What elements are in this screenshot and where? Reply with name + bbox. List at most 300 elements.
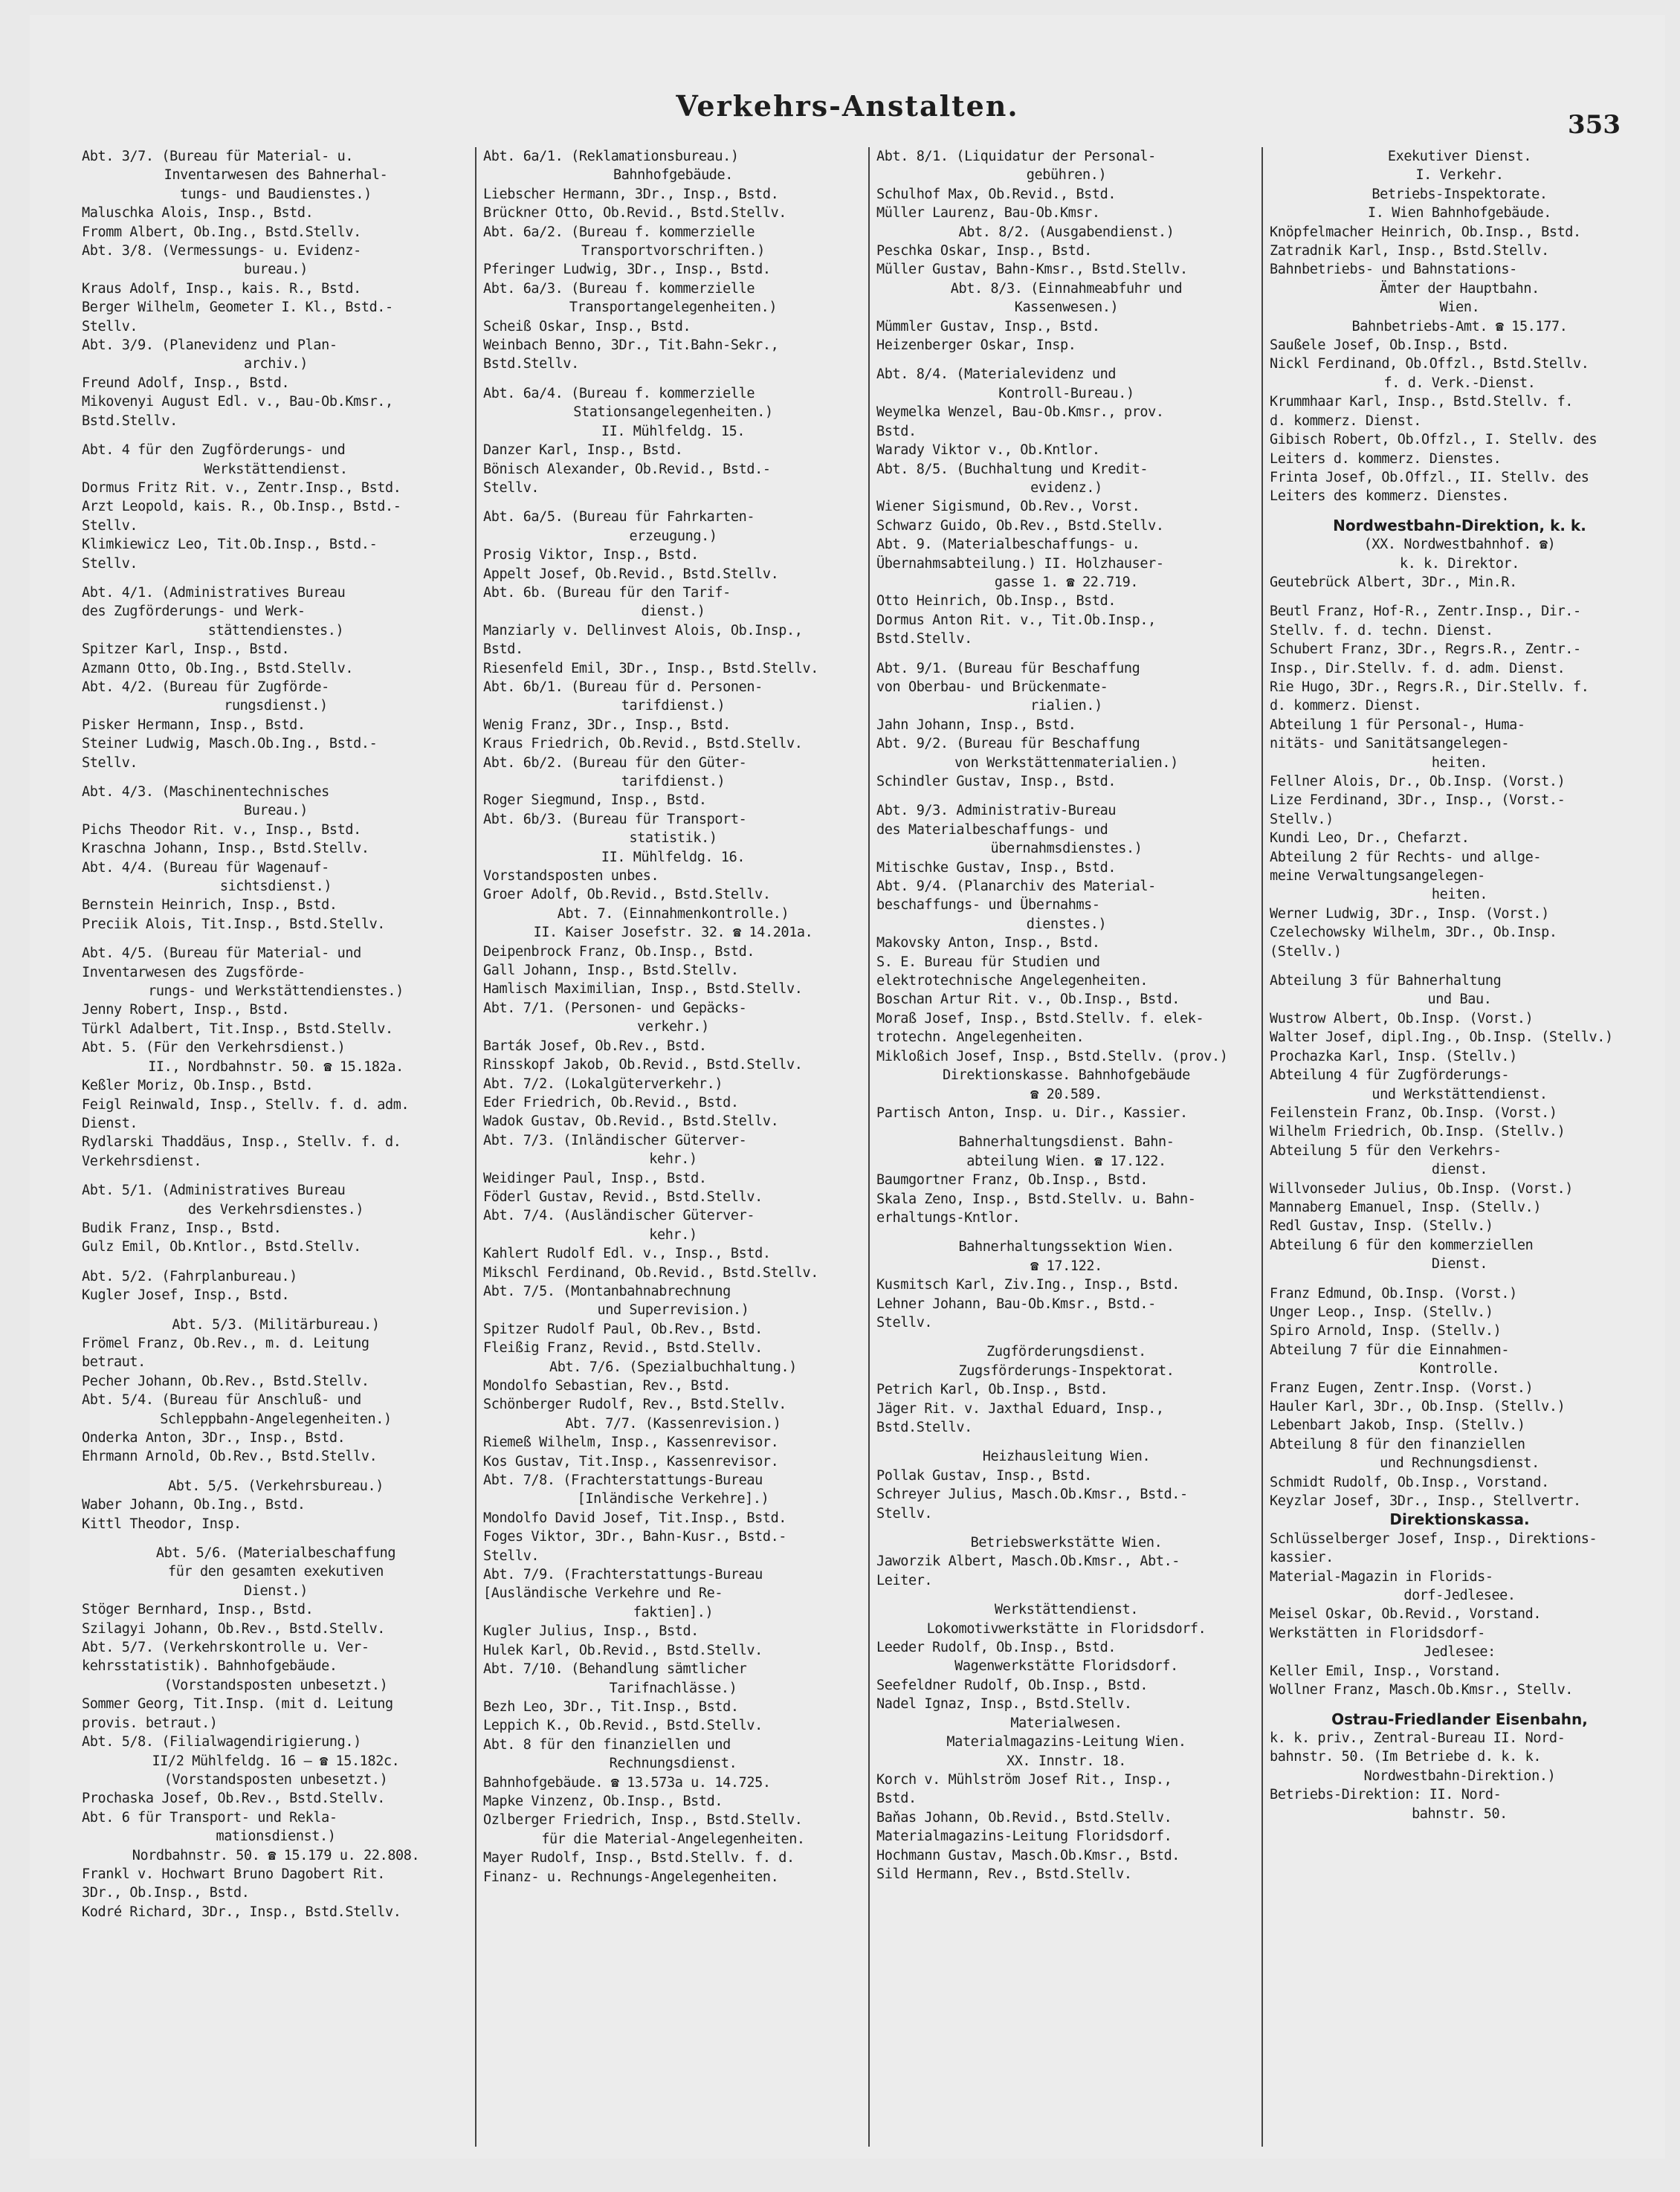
directory-line: Franz Edmund, Ob.Insp. (Vorst.) bbox=[1270, 1285, 1517, 1302]
directory-line: Wien. bbox=[1439, 300, 1480, 316]
directory-line: Dormus Fritz Rit. v., Zentr.Insp., Bstd. bbox=[82, 479, 401, 496]
directory-line: Abt. 8 für den finanziellen und bbox=[483, 1736, 731, 1753]
directory-line: Jahn Johann, Insp., Bstd. bbox=[876, 717, 1076, 733]
directory-line: Mapke Vinzenz, Ob.Insp., Bstd. bbox=[483, 1793, 723, 1809]
directory-line: Dienst.) bbox=[244, 1582, 308, 1599]
directory-line: Pferinger Ludwig, 3Dr., Insp., Bstd. bbox=[483, 262, 771, 278]
directory-line: (Vorstandsposten unbesetzt.) bbox=[164, 1771, 388, 1788]
directory-line: ☎ 20.589. bbox=[1030, 1086, 1102, 1102]
directory-line: abteilung Wien. ☎ 17.122. bbox=[966, 1153, 1166, 1169]
directory-line: Mümmler Gustav, Insp., Bstd. bbox=[876, 318, 1100, 334]
directory-line: Brückner Otto, Ob.Revid., Bstd.Stellv. bbox=[483, 205, 787, 222]
directory-line: Azmann Otto, Ob.Ing., Bstd.Stellv. bbox=[82, 660, 354, 676]
directory-line: verkehr.) bbox=[637, 1019, 709, 1035]
directory-line: Bstd. bbox=[483, 641, 523, 658]
directory-line: Stellv. bbox=[876, 1314, 933, 1331]
directory-line: Keßler Moriz, Ob.Insp., Bstd. bbox=[82, 1078, 314, 1094]
directory-line: dienst.) bbox=[641, 604, 705, 620]
directory-line: Abt. 7/3. (Inländischer Güterver- bbox=[483, 1132, 747, 1148]
directory-line: Abt. 6b. (Bureau für den Tarif- bbox=[483, 584, 731, 601]
directory-line: Abt. 5/3. (Militärbureau.) bbox=[172, 1316, 380, 1333]
directory-line: Müller Laurenz, Bau-Ob.Kmsr. bbox=[876, 205, 1100, 222]
directory-line: Otto Heinrich, Ob.Insp., Bstd. bbox=[876, 593, 1117, 610]
directory-line: Bureau.) bbox=[244, 803, 308, 819]
directory-line: Abt. 9. (Materialbeschaffungs- u. bbox=[876, 537, 1140, 553]
directory-line: für den gesamten exekutiven bbox=[168, 1564, 384, 1580]
directory-line: Wiener Sigismund, Ob.Rev., Vorst. bbox=[876, 499, 1140, 515]
directory-line: Berger Wilhelm, Geometer I. Kl., Bstd.- bbox=[82, 300, 393, 316]
directory-line: Seefeldner Rudolf, Ob.Insp., Bstd. bbox=[876, 1677, 1148, 1693]
directory-line: Keyzlar Josef, 3Dr., Insp., Stellvertr. bbox=[1270, 1493, 1581, 1510]
directory-line: Abt. 7/7. (Kassenrevision.) bbox=[565, 1415, 781, 1432]
directory-line: Waber Johann, Ob.Ing., Bstd. bbox=[82, 1497, 306, 1513]
directory-line: Weinbach Benno, 3Dr., Tit.Bahn-Sekr., bbox=[483, 337, 779, 354]
directory-line: Nordbahnstr. 50. ☎ 15.179 u. 22.808. bbox=[132, 1847, 420, 1863]
directory-line: Riesenfeld Emil, 3Dr., Insp., Bstd.Stellv. bbox=[483, 660, 818, 676]
directory-line: elektrotechnische Angelegenheiten. bbox=[876, 973, 1148, 989]
directory-line: Nadel Ignaz, Insp., Bstd.Stellv. bbox=[876, 1696, 1132, 1713]
directory-line: Kahlert Rudolf Edl. v., Insp., Bstd. bbox=[483, 1246, 771, 1262]
directory-line: Frankl v. Hochwart Bruno Dagobert Rit. bbox=[82, 1866, 386, 1882]
directory-line: Klimkiewicz Leo, Tit.Ob.Insp., Bstd.- bbox=[82, 537, 378, 553]
directory-line: und Bau. bbox=[1427, 992, 1492, 1008]
directory-line: Werkstättendienst. bbox=[204, 461, 348, 477]
directory-line: Pecher Johann, Ob.Rev., Bstd.Stellv. bbox=[82, 1373, 369, 1389]
directory-line: Schubert Franz, 3Dr., Regrs.R., Zentr.- bbox=[1270, 641, 1581, 658]
directory-line: bureau.) bbox=[244, 262, 308, 278]
directory-line: bahnstr. 50. bbox=[1412, 1805, 1508, 1822]
directory-line: d. kommerz. Dienst. bbox=[1270, 413, 1422, 429]
directory-line: Spiro Arnold, Insp. (Stellv.) bbox=[1270, 1323, 1502, 1339]
directory-line: Leiter. bbox=[876, 1572, 933, 1588]
directory-line: Kontroll-Bureau.) bbox=[998, 385, 1134, 401]
directory-line: Partisch Anton, Insp. u. Dir., Kassier. bbox=[876, 1105, 1188, 1121]
directory-line: Bahnerhaltungsdienst. Bahn- bbox=[958, 1134, 1175, 1151]
directory-line: Leppich K., Ob.Revid., Bstd.Stellv. bbox=[483, 1718, 763, 1734]
directory-line: II/2 Mühlfeldg. 16 — ☎ 15.182c. bbox=[152, 1753, 400, 1769]
directory-line: Mikschl Ferdinand, Ob.Revid., Bstd.Stellv. bbox=[483, 1264, 818, 1281]
directory-line: Zugförderungsdienst. bbox=[986, 1344, 1146, 1360]
directory-line: Wollner Franz, Masch.Ob.Kmsr., Stellv. bbox=[1270, 1682, 1574, 1698]
directory-line: Inventarwesen des Zugsförde- bbox=[82, 964, 306, 980]
directory-line: Budik Franz, Insp., Bstd. bbox=[82, 1220, 282, 1236]
directory-line: Wadok Gustav, Ob.Revid., Bstd.Stellv. bbox=[483, 1113, 779, 1130]
directory-line: Abt. 3/9. (Planevidenz und Plan- bbox=[82, 337, 337, 354]
directory-line: rialien.) bbox=[1030, 698, 1102, 714]
directory-line: Schulhof Max, Ob.Revid., Bstd. bbox=[876, 186, 1117, 202]
directory-line: Mitischke Gustav, Insp., Bstd. bbox=[876, 859, 1117, 876]
directory-line: Leiters d. kommerz. Dienstes. bbox=[1270, 450, 1502, 467]
directory-line: Foges Viktor, 3Dr., Bahn-Kusr., Bstd.- bbox=[483, 1529, 787, 1545]
directory-line: Arzt Leopold, kais. R., Ob.Insp., Bstd.- bbox=[82, 499, 401, 515]
directory-line: betraut. bbox=[82, 1354, 146, 1371]
directory-line: [Inländische Verkehre].) bbox=[577, 1491, 769, 1507]
column-3 bbox=[868, 147, 1261, 2147]
directory-line: Keller Emil, Insp., Vorstand. bbox=[1270, 1663, 1502, 1679]
directory-line: Schmidt Rudolf, Ob.Insp., Vorstand. bbox=[1270, 1474, 1549, 1490]
directory-line: Weymelka Wenzel, Bau-Ob.Kmsr., prov. bbox=[876, 404, 1164, 421]
directory-line: beschaffungs- und Übernahms- bbox=[876, 897, 1100, 914]
directory-line: Finanz- u. Rechnungs-Angelegenheiten. bbox=[483, 1869, 779, 1885]
directory-line: Bahnerhaltungssektion Wien. bbox=[958, 1239, 1175, 1255]
directory-line: Schwarz Guido, Ob.Rev., Bstd.Stellv. bbox=[876, 517, 1164, 534]
directory-line: Spitzer Rudolf Paul, Ob.Rev., Bstd. bbox=[483, 1321, 763, 1337]
directory-line: ☎ 17.122. bbox=[1030, 1258, 1102, 1274]
directory-line: Transportvorschriften.) bbox=[581, 243, 765, 259]
directory-line: archiv.) bbox=[244, 356, 308, 372]
directory-line: tungs- und Baudienstes.) bbox=[180, 186, 372, 202]
directory-line: Moraß Josef, Insp., Bstd.Stellv. f. elek- bbox=[876, 1010, 1204, 1027]
directory-line: und Werkstättendienst. bbox=[1372, 1086, 1548, 1102]
directory-line: Pisker Hermann, Insp., Bstd. bbox=[82, 717, 306, 733]
directory-line: Bezh Leo, 3Dr., Tit.Insp., Bstd. bbox=[483, 1698, 739, 1715]
directory-line: Abt. 9/2. (Bureau für Beschaffung bbox=[876, 736, 1140, 752]
directory-line: Prochazka Karl, Insp. (Stellv.) bbox=[1270, 1048, 1517, 1064]
directory-line: Transportangelegenheiten.) bbox=[569, 300, 778, 316]
directory-line: Abt. 7. (Einnahmenkontrolle.) bbox=[557, 905, 789, 922]
directory-line: Stellv. bbox=[82, 555, 138, 572]
directory-line: Rinsskopf Jakob, Ob.Revid., Bstd.Stellv. bbox=[483, 1057, 803, 1073]
directory-line: Abt. 6a/3. (Bureau f. kommerzielle bbox=[483, 280, 755, 297]
directory-line: erhaltungs-Kntlor. bbox=[876, 1209, 1021, 1226]
directory-line: Onderka Anton, 3Dr., Insp., Bstd. bbox=[82, 1430, 346, 1446]
directory-line: Saußele Josef, Ob.Insp., Bstd. bbox=[1270, 337, 1510, 354]
directory-line: Kraschna Johann, Insp., Bstd.Stellv. bbox=[82, 841, 369, 857]
directory-line: erzeugung.) bbox=[629, 528, 717, 544]
directory-line: Abteilung 4 für Zugförderungs- bbox=[1270, 1067, 1510, 1084]
directory-line: Skala Zeno, Insp., Bstd.Stellv. u. Bahn- bbox=[876, 1191, 1196, 1207]
directory-line: Mondolfo David Josef, Tit.Insp., Bstd. bbox=[483, 1510, 787, 1526]
directory-line: Nordwestbahn-Direktion, k. k. bbox=[1333, 516, 1586, 534]
directory-line: statistik.) bbox=[629, 830, 717, 847]
directory-line: Sommer Georg, Tit.Insp. (mit d. Leitung bbox=[82, 1696, 393, 1713]
directory-line: Abt. 5. (Für den Verkehrsdienst.) bbox=[82, 1040, 346, 1056]
directory-line: Rechnungsdienst. bbox=[609, 1756, 737, 1772]
directory-line: für die Material-Angelegenheiten. bbox=[541, 1831, 805, 1847]
directory-line: Willvonseder Julius, Ob.Insp. (Vorst.) bbox=[1270, 1180, 1574, 1197]
directory-line: Eder Friedrich, Ob.Revid., Bstd. bbox=[483, 1094, 739, 1110]
directory-line: Abteilung 1 für Personal-, Huma- bbox=[1270, 717, 1525, 733]
directory-line: Jenny Robert, Insp., Bstd. bbox=[82, 1002, 290, 1018]
directory-line: Abt. 8/1. (Liquidatur der Personal- bbox=[876, 149, 1156, 164]
directory-line: heiten. bbox=[1431, 754, 1488, 771]
directory-line: Abt. 8/3. (Einnahmeabfuhr und bbox=[950, 280, 1183, 297]
directory-line: Scheiß Oskar, Insp., Bstd. bbox=[483, 318, 691, 334]
directory-line: des Zugförderungs- und Werk- bbox=[82, 604, 306, 620]
directory-line: Unger Leop., Insp. (Stellv.) bbox=[1270, 1304, 1493, 1320]
directory-line: Betriebs-Direktion: II. Nord- bbox=[1270, 1787, 1502, 1803]
directory-line: Nickl Ferdinand, Ob.Offzl., Bstd.Stellv. bbox=[1270, 356, 1589, 372]
directory-line: Abt. 5/2. (Fahrplanbureau.) bbox=[82, 1268, 297, 1284]
directory-line: Abt. 7/10. (Behandlung sämtlicher bbox=[483, 1661, 747, 1678]
directory-line: Roger Siegmund, Insp., Bstd. bbox=[483, 792, 707, 809]
directory-line: Zatradnik Karl, Insp., Bstd.Stellv. bbox=[1270, 243, 1549, 259]
directory-line: provis. betraut.) bbox=[82, 1715, 218, 1731]
directory-line: Materialmagazins-Leitung Floridsdorf. bbox=[876, 1829, 1172, 1845]
directory-line: Werkstättendienst. bbox=[994, 1602, 1139, 1618]
directory-line: Pichs Theodor Rit. v., Insp., Bstd. bbox=[82, 821, 361, 838]
directory-line: Abt. 7/1. (Personen- und Gepäcks- bbox=[483, 1000, 747, 1016]
directory-line: kehrsstatistik). Bahnhofgebäude. bbox=[82, 1658, 337, 1675]
directory-line: Betriebswerkstätte Wien. bbox=[970, 1535, 1163, 1551]
directory-line: Rie Hugo, 3Dr., Regrs.R., Dir.Stellv. f. bbox=[1270, 679, 1589, 695]
directory-line: rungsdienst.) bbox=[224, 698, 328, 714]
directory-line: Abt. 7/5. (Montanbahnabrechnung bbox=[483, 1283, 731, 1299]
directory-line: Gibisch Robert, Ob.Offzl., I. Stellv. des bbox=[1270, 432, 1597, 448]
directory-line: Abt. 5/6. (Materialbeschaffung bbox=[155, 1545, 396, 1562]
directory-line: Direktionskasse. Bahnhofgebäude bbox=[943, 1067, 1190, 1084]
directory-line: Materialwesen. bbox=[1010, 1715, 1122, 1731]
directory-line: Fromm Albert, Ob.Ing., Bstd.Stellv. bbox=[82, 224, 361, 240]
directory-line: Walter Josef, dipl.Ing., Ob.Insp. (Stellv.) bbox=[1270, 1029, 1613, 1046]
directory-line: Abt. 9/3. Administrativ-Bureau bbox=[876, 803, 1117, 819]
directory-line: Hulek Karl, Ob.Revid., Bstd.Stellv. bbox=[483, 1642, 763, 1658]
directory-line: Abt. 6b/2. (Bureau für den Güter- bbox=[483, 754, 747, 771]
directory-line: [Ausländische Verkehre und Re- bbox=[483, 1585, 723, 1602]
directory-line: Feigl Reinwald, Insp., Stellv. f. d. adm. bbox=[82, 1096, 410, 1113]
directory-line: Liebscher Hermann, 3Dr., Insp., Bstd. bbox=[483, 186, 779, 202]
directory-line: Zugsförderungs-Inspektorat. bbox=[958, 1362, 1175, 1379]
directory-line: Lebenbart Jakob, Insp. (Stellv.) bbox=[1270, 1417, 1525, 1434]
directory-line: Werner Ludwig, 3Dr., Insp. (Vorst.) bbox=[1270, 905, 1549, 922]
directory-line: Hamlisch Maximilian, Insp., Bstd.Stellv. bbox=[483, 981, 803, 998]
directory-line: d. kommerz. Dienst. bbox=[1270, 698, 1422, 714]
directory-line: Abt. 3/8. (Vermessungs- u. Evidenz- bbox=[82, 243, 361, 259]
directory-line: Mannaberg Emanuel, Insp. (Stellv.) bbox=[1270, 1199, 1542, 1215]
directory-line: Bstd.Stellv. bbox=[483, 356, 579, 372]
directory-line: Stellv.) bbox=[1270, 811, 1334, 827]
directory-line: II. Mühlfeldg. 16. bbox=[601, 849, 746, 865]
directory-line: Abt. 4/4. (Bureau für Wagenauf- bbox=[82, 859, 329, 876]
directory-line: Jaworzik Albert, Masch.Ob.Kmsr., Abt.- bbox=[876, 1554, 1180, 1570]
directory-line: Bahnhofgebäude. bbox=[613, 167, 734, 184]
directory-line: Bahnhofgebäude. ☎ 13.573a u. 14.725. bbox=[483, 1774, 771, 1791]
directory-line: Abt. 7/9. (Frachterstattungs-Bureau bbox=[483, 1567, 763, 1583]
directory-line: Abt. 6a/2. (Bureau f. kommerzielle bbox=[483, 224, 755, 240]
directory-line: Wustrow Albert, Ob.Insp. (Vorst.) bbox=[1270, 1010, 1534, 1027]
directory-line: Abt. 4/5. (Bureau für Material- und bbox=[82, 945, 361, 962]
directory-line: Bahnbetriebs-Amt. ☎ 15.177. bbox=[1351, 318, 1568, 334]
directory-line: Kontrolle. bbox=[1419, 1361, 1500, 1377]
directory-line: übernahmsdienstes.) bbox=[990, 841, 1143, 857]
directory-line: Bstd. bbox=[876, 1791, 917, 1807]
directory-line: (XX. Nordwestbahnhof. ☎) bbox=[1363, 537, 1556, 553]
directory-line: Feilenstein Franz, Ob.Insp. (Vorst.) bbox=[1270, 1105, 1557, 1121]
directory-line: (Vorstandsposten unbesetzt.) bbox=[164, 1677, 388, 1693]
directory-line: Ostrau-Friedlander Eisenbahn, bbox=[1331, 1710, 1588, 1728]
directory-line: Leiters des kommerz. Dienstes. bbox=[1270, 488, 1510, 505]
directory-line: sichtsdienst.) bbox=[219, 879, 332, 895]
directory-line: II., Nordbahnstr. 50. ☎ 15.182a. bbox=[148, 1058, 404, 1075]
directory-line: Prochaska Josef, Ob.Rev., Bstd.Stellv. bbox=[82, 1791, 386, 1807]
directory-line: Material-Magazin in Florids- bbox=[1270, 1568, 1493, 1585]
directory-line: Frinta Josef, Ob.Offzl., II. Stellv. des bbox=[1270, 469, 1589, 485]
directory-line: Abt. 4 für den Zugförderungs- und bbox=[82, 442, 346, 459]
directory-line: Redl Gustav, Insp. (Stellv.) bbox=[1270, 1218, 1493, 1235]
directory-line: Tarifnachlässe.) bbox=[609, 1680, 737, 1696]
directory-line: Wenig Franz, 3Dr., Insp., Bstd. bbox=[483, 717, 731, 733]
directory-line: Leeder Rudolf, Ob.Insp., Bstd. bbox=[876, 1640, 1117, 1656]
directory-line: S. E. Bureau für Studien und bbox=[876, 954, 1100, 970]
directory-line: Ämter der Hauptbahn. bbox=[1380, 280, 1540, 297]
directory-line: Franz Eugen, Zentr.Insp. (Vorst.) bbox=[1270, 1380, 1534, 1396]
directory-line: Abt. 8/4. (Materialevidenz und bbox=[876, 366, 1117, 383]
directory-line: Makovsky Anton, Insp., Bstd. bbox=[876, 935, 1100, 951]
directory-line: kehr.) bbox=[649, 1226, 697, 1243]
directory-line: Preciik Alois, Tit.Insp., Bstd.Stellv. bbox=[82, 916, 386, 932]
directory-line: Bahnbetriebs- und Bahnstations- bbox=[1270, 262, 1517, 278]
directory-line: und Superrevision.) bbox=[597, 1302, 749, 1319]
directory-line: Abt. 9/4. (Planarchiv des Material- bbox=[876, 879, 1156, 895]
directory-line: Abt. 6a/5. (Bureau für Fahrkarten- bbox=[483, 509, 755, 526]
directory-line: Abt. 7/8. (Frachterstattungs-Bureau bbox=[483, 1472, 763, 1489]
directory-line: Gulz Emil, Ob.Kntlor., Bstd.Stellv. bbox=[82, 1239, 361, 1255]
directory-line: Hochmann Gustav, Masch.Ob.Kmsr., Bstd. bbox=[876, 1847, 1180, 1863]
columns bbox=[82, 147, 1654, 2147]
directory-line: dienstes.) bbox=[1026, 916, 1107, 932]
directory-line: Peschka Oskar, Insp., Bstd. bbox=[876, 243, 1092, 259]
directory-line: II. Kaiser Josefstr. 32. ☎ 14.201a. bbox=[533, 925, 813, 941]
directory-line: Dormus Anton Rit. v., Tit.Ob.Insp., bbox=[876, 612, 1156, 628]
directory-line: XX. Innstr. 18. bbox=[1006, 1753, 1127, 1769]
directory-line: rungs- und Werkstättendienstes.) bbox=[148, 983, 404, 1000]
directory-line: Insp., Dir.Stellv. f. d. adm. Dienst. bbox=[1270, 660, 1566, 676]
directory-line: Geutebrück Albert, 3Dr., Min.R. bbox=[1270, 574, 1517, 590]
directory-line: Kittl Theodor, Insp. bbox=[82, 1516, 242, 1532]
directory-line: Müller Gustav, Bahn-Kmsr., Bstd.Stellv. bbox=[876, 262, 1188, 278]
page-title: Verkehrs-Anstalten. bbox=[676, 89, 1019, 123]
directory-line: Lize Ferdinand, 3Dr., Insp., (Vorst.- bbox=[1270, 792, 1566, 809]
column-1 bbox=[82, 147, 475, 2147]
directory-line: Kodré Richard, 3Dr., Insp., Bstd.Stellv. bbox=[82, 1904, 401, 1920]
directory-line: Schindler Gustav, Insp., Bstd. bbox=[876, 774, 1117, 789]
directory-line: Abt. 6 für Transport- und Rekla- bbox=[82, 1809, 337, 1826]
directory-line: Hauler Karl, 3Dr., Ob.Insp. (Stellv.) bbox=[1270, 1399, 1566, 1415]
directory-line: Ozlberger Friedrich, Insp., Bstd.Stellv. bbox=[483, 1812, 803, 1829]
directory-line: Wilhelm Friedrich, Ob.Insp. (Stellv.) bbox=[1270, 1124, 1566, 1140]
directory-line: Stellv. bbox=[876, 1505, 933, 1522]
directory-line: Abt. 7/2. (Lokalgüterverkehr.) bbox=[483, 1076, 723, 1092]
directory-line: Abteilung 6 für den kommerziellen bbox=[1270, 1237, 1534, 1253]
directory-line: Vorstandsposten unbes. bbox=[483, 868, 659, 885]
directory-line: Abteilung 8 für den finanziellen bbox=[1270, 1436, 1525, 1452]
directory-line: Abt. 4/2. (Bureau für Zugförde- bbox=[82, 679, 329, 695]
directory-line: Stöger Bernhard, Insp., Bstd. bbox=[82, 1602, 314, 1618]
directory-line: Nordwestbahn-Direktion.) bbox=[1363, 1768, 1556, 1784]
directory-line: Kusmitsch Karl, Ziv.Ing., Insp., Bstd. bbox=[876, 1277, 1180, 1293]
directory-line: Bstd. bbox=[876, 423, 917, 439]
directory-line: Manziarly v. Dellinvest Alois, Ob.Insp., bbox=[483, 622, 803, 638]
directory-line: Gall Johann, Insp., Bstd.Stellv. bbox=[483, 963, 739, 979]
directory-line: Heizhausleitung Wien. bbox=[982, 1449, 1151, 1465]
directory-line: Heizenberger Oskar, Insp. bbox=[876, 337, 1076, 354]
directory-line: Szilagyi Johann, Ob.Rev., Bstd.Stellv. bbox=[82, 1620, 386, 1637]
directory-line: Bönisch Alexander, Ob.Revid., Bstd.- bbox=[483, 461, 771, 477]
directory-line: bahnstr. 50. (Im Betriebe d. k. k. bbox=[1270, 1749, 1542, 1765]
directory-line: tarifdienst.) bbox=[621, 774, 726, 789]
directory-line: Korch v. Mühlström Josef Rit., Insp., bbox=[876, 1771, 1172, 1788]
directory-line: Jedlesee: bbox=[1424, 1644, 1496, 1661]
directory-line: Fellner Alois, Dr., Ob.Insp. (Vorst.) bbox=[1270, 774, 1566, 789]
directory-line: Abt. 9/1. (Bureau für Beschaffung bbox=[876, 660, 1140, 676]
directory-line: Warady Viktor v., Ob.Kntlor. bbox=[876, 442, 1100, 459]
directory-line: Mondolfo Sebastian, Rev., Bstd. bbox=[483, 1378, 731, 1394]
directory-line: Abteilung 7 für die Einnahmen- bbox=[1270, 1342, 1510, 1358]
directory-line: Schlüsselberger Josef, Insp., Direktions- bbox=[1270, 1530, 1597, 1547]
directory-line: Kassenwesen.) bbox=[1014, 300, 1119, 316]
directory-line: I. Wien Bahnhofgebäude. bbox=[1368, 205, 1551, 222]
directory-line: Kundi Leo, Dr., Chefarzt. bbox=[1270, 830, 1470, 847]
directory-line: II. Mühlfeldg. 15. bbox=[601, 423, 746, 439]
directory-line: Dienst. bbox=[1431, 1256, 1488, 1273]
directory-line: Knöpfelmacher Heinrich, Ob.Insp., Bstd. bbox=[1270, 224, 1581, 240]
directory-line: und Rechnungsdienst. bbox=[1380, 1455, 1540, 1472]
directory-line: Maluschka Alois, Insp., Bstd. bbox=[82, 205, 314, 222]
directory-line: kassier. bbox=[1270, 1550, 1334, 1566]
directory-line: Bstd.Stellv. bbox=[876, 1420, 972, 1435]
page-number: 353 bbox=[1568, 110, 1621, 140]
directory-line: Bstd.Stellv. bbox=[876, 631, 972, 647]
directory-line: Deipenbrock Franz, Ob.Insp., Bstd. bbox=[483, 943, 755, 960]
directory-line: des Verkehrsdienstes.) bbox=[187, 1201, 364, 1218]
directory-line: Kugler Josef, Insp., Bstd. bbox=[82, 1287, 290, 1304]
directory-line: Riemeß Wilhelm, Insp., Kassenrevisor. bbox=[483, 1435, 779, 1451]
directory-line: Dienst. bbox=[82, 1115, 138, 1131]
directory-line: Stellv. bbox=[483, 1548, 540, 1564]
directory-line: Schönberger Rudolf, Rev., Bstd.Stellv. bbox=[483, 1397, 787, 1413]
directory-line: Abt. 4/1. (Administratives Bureau bbox=[82, 584, 346, 601]
directory-line: nitäts- und Sanitätsangelegen- bbox=[1270, 736, 1510, 752]
directory-line: Abteilung 5 für den Verkehrs- bbox=[1270, 1142, 1502, 1159]
directory-line: Stellv. bbox=[82, 754, 138, 771]
directory-line: Stellv. bbox=[82, 318, 138, 334]
directory-line: von Werkstättenmaterialien.) bbox=[954, 754, 1178, 771]
directory-line: Beutl Franz, Hof-R., Zentr.Insp., Dir.- bbox=[1270, 604, 1581, 620]
directory-line: Abt. 6b/1. (Bureau für d. Personen- bbox=[483, 679, 763, 695]
directory-line: mationsdienst.) bbox=[216, 1829, 336, 1845]
directory-line: Boschan Artur Rit. v., Ob.Insp., Bstd. bbox=[876, 992, 1180, 1008]
directory-line: Materialmagazins-Leitung Wien. bbox=[946, 1734, 1186, 1750]
directory-line: Lehner Johann, Bau-Ob.Kmsr., Bstd.- bbox=[876, 1296, 1156, 1312]
directory-line: Barták Josef, Ob.Rev., Bstd. bbox=[483, 1038, 707, 1054]
directory-line: Inventarwesen des Bahnerhal- bbox=[164, 167, 388, 184]
directory-line: Abt. 8/5. (Buchhaltung und Kredit- bbox=[876, 461, 1148, 477]
directory-line: Abt. 4/3. (Maschinentechnisches bbox=[82, 784, 329, 800]
directory-line: Sild Hermann, Rev., Bstd.Stellv. bbox=[876, 1866, 1132, 1882]
directory-line: Abt. 6a/4. (Bureau f. kommerzielle bbox=[483, 385, 755, 401]
directory-line: Kos Gustav, Tit.Insp., Kassenrevisor. bbox=[483, 1453, 779, 1470]
directory-line: Rydlarski Thaddäus, Insp., Stellv. f. d. bbox=[82, 1134, 401, 1151]
directory-line: Groer Adolf, Ob.Revid., Bstd.Stellv. bbox=[483, 887, 771, 903]
directory-line: Abt. 5/5. (Verkehrsbureau.) bbox=[168, 1478, 384, 1494]
directory-line: Türkl Adalbert, Tit.Insp., Bstd.Stellv. bbox=[82, 1021, 393, 1037]
directory-line: Weidinger Paul, Insp., Bstd. bbox=[483, 1170, 707, 1186]
directory-line: von Oberbau- und Brückenmate- bbox=[876, 679, 1108, 695]
directory-line: Abt. 5/7. (Verkehrskontrolle u. Ver- bbox=[82, 1640, 369, 1656]
directory-line: Bstd.Stellv. bbox=[82, 413, 178, 429]
directory-page bbox=[30, 15, 1665, 2159]
directory-line: faktien].) bbox=[633, 1604, 714, 1620]
directory-line: Werkstätten in Floridsdorf- bbox=[1270, 1625, 1485, 1641]
directory-line: Föderl Gustav, Revid., Bstd.Stellv. bbox=[483, 1189, 763, 1205]
directory-line: f. d. Verk.-Dienst. bbox=[1383, 375, 1536, 391]
directory-line: I. Verkehr. bbox=[1415, 167, 1504, 184]
directory-line: meine Verwaltungsangelegen- bbox=[1270, 868, 1485, 885]
directory-line: dienst. bbox=[1431, 1162, 1488, 1178]
directory-line: Stellv. bbox=[483, 479, 540, 496]
directory-line: evidenz.) bbox=[1030, 479, 1102, 496]
directory-line: Frömel Franz, Ob.Rev., m. d. Leitung bbox=[82, 1335, 369, 1351]
